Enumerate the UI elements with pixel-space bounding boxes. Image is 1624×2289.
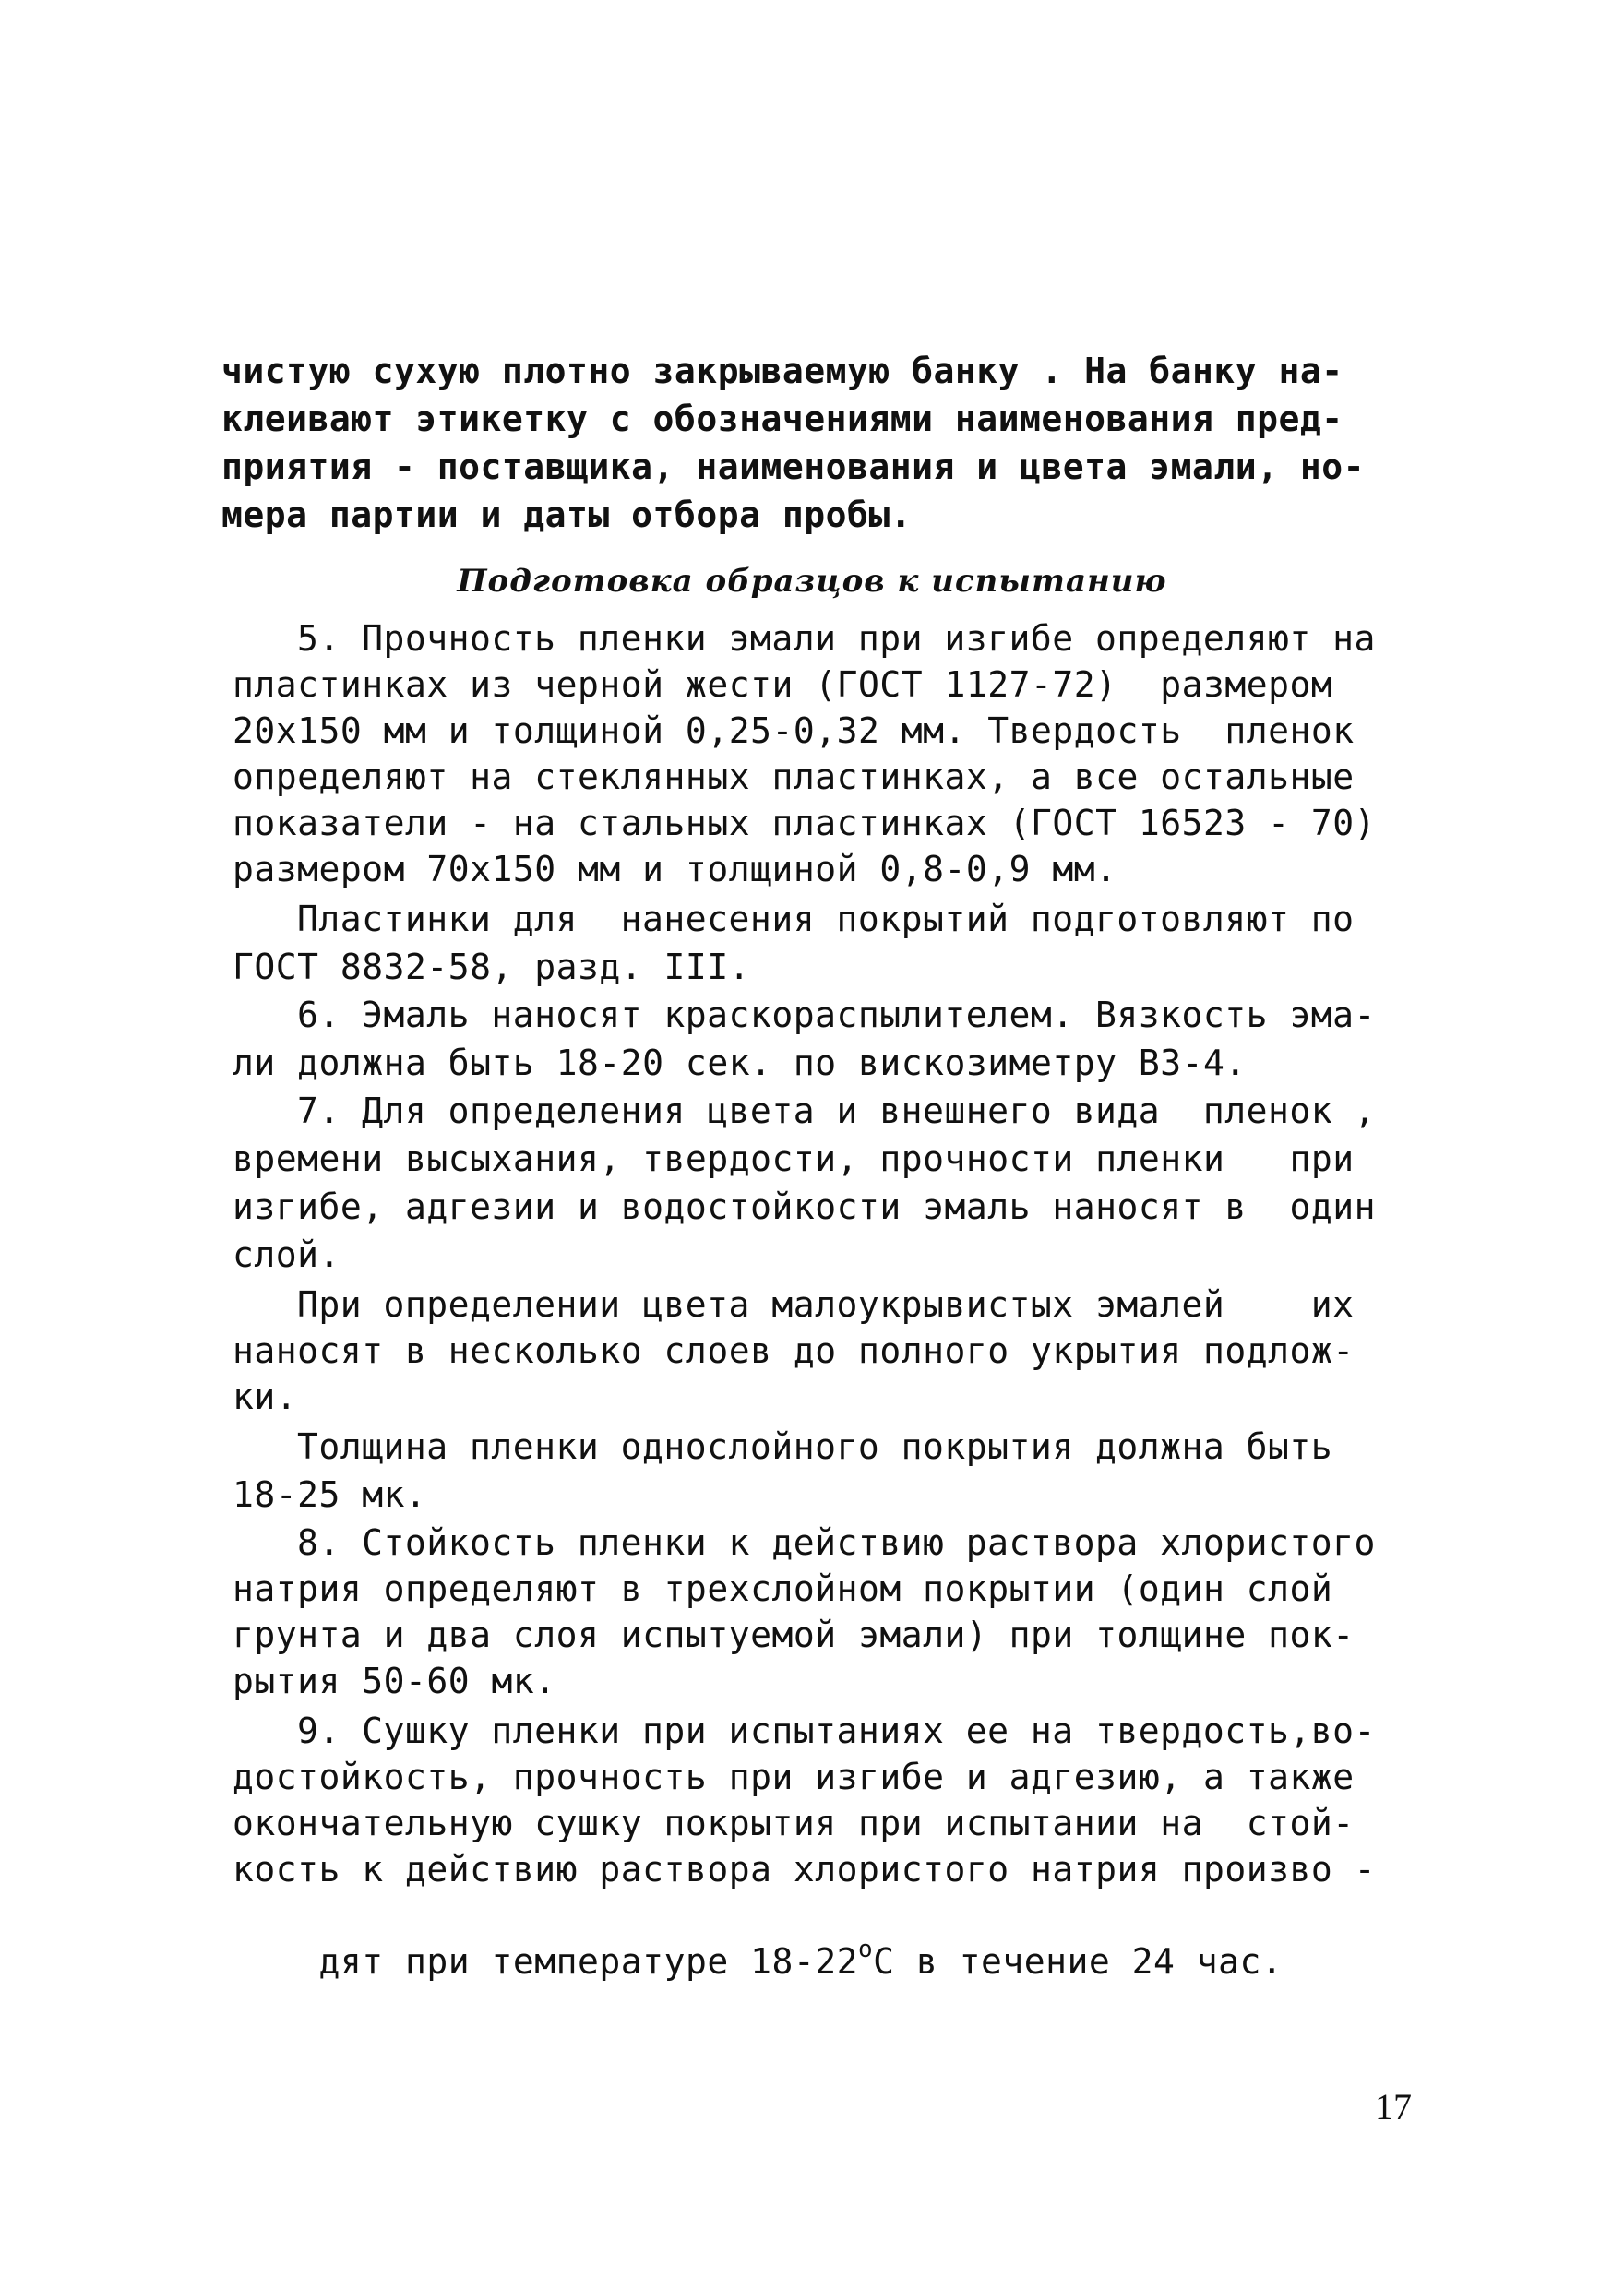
text-line: мера партии и даты отбора пробы. bbox=[221, 495, 913, 535]
text-line: достойкость, прочность при изгибе и адгезию, а также bbox=[233, 1757, 1355, 1797]
text-line: Толщина пленки однослойного покрытия должна быть bbox=[297, 1426, 1333, 1467]
section-heading: Подготовка образцов к испытанию bbox=[457, 563, 1167, 600]
text-line: Пластинки для нанесения покрытий подготовляют по bbox=[297, 899, 1355, 939]
text-line: определяют на стеклянных пластинках, а все остальные bbox=[233, 757, 1355, 797]
text-line: кость к действию раствора хлористого натрия произво - bbox=[233, 1849, 1377, 1890]
text-line: клеивают этикетку с обозначениями наименования пред- bbox=[221, 399, 1343, 439]
text-line: При определении цвета малоукрывистых эмалей их bbox=[297, 1284, 1355, 1325]
text-line: ГОСТ 8832-58, разд. III. bbox=[233, 947, 751, 987]
text-line: пластинках из черной жести (ГОСТ 1127-72) размером bbox=[233, 664, 1333, 705]
text-line: 18-25 мк. bbox=[233, 1474, 427, 1515]
text-line: рытия 50-60 мк. bbox=[233, 1661, 556, 1701]
text-line: 8. Стойкость пленки к действию раствора хлористого bbox=[297, 1522, 1376, 1563]
text-line-temperature bbox=[233, 1895, 1283, 2033]
text-line: слой. bbox=[233, 1234, 340, 1275]
text-line: 5. Прочность пленки эмали при изгибе определяют на bbox=[297, 618, 1376, 659]
temperature-text-start: дят при температуре 18-22 bbox=[318, 1941, 858, 1982]
text-line: ки. bbox=[233, 1377, 298, 1417]
degree-symbol: о bbox=[857, 1936, 874, 1963]
text-line: ли должна быть 18-20 сек. по вискозиметру ВЗ-4. bbox=[233, 1043, 1247, 1083]
text-line: грунта и два слоя испытуемой эмали) при толщине пок- bbox=[233, 1615, 1355, 1655]
text-line: времени высыхания, твердости, прочности пленки при bbox=[233, 1139, 1355, 1179]
text-line: показатели - на стальных пластинках (ГОСТ 16523 - 70) bbox=[233, 803, 1377, 843]
page-number: 17 bbox=[1375, 2086, 1412, 2128]
text-line: 7. Для определения цвета и внешнего вида пленок , bbox=[297, 1091, 1376, 1131]
text-line: 9. Сушку пленки при испытаниях ее на твердость,во- bbox=[297, 1711, 1376, 1751]
text-line: 20x150 мм и толщиной 0,25-0,32 мм. Твердость пленок bbox=[233, 710, 1355, 751]
text-line: 6. Эмаль наносят краскораспылителем. Вязкость эма- bbox=[297, 995, 1376, 1035]
text-line: натрия определяют в трехслойном покрытии (один слой bbox=[233, 1568, 1333, 1609]
text-line: окончательную сушку покрытия при испытании на стой- bbox=[233, 1803, 1355, 1843]
text-line: размером 70x150 мм и толщиной 0,8-0,9 мм. bbox=[233, 849, 1117, 889]
temperature-text-end: С в течение 24 час. bbox=[873, 1941, 1284, 1982]
text-line: чистую сухую плотно закрываемую банку . На банку на- bbox=[221, 351, 1343, 391]
text-line: изгибе, адгезии и водостойкости эмаль наносят в один bbox=[233, 1186, 1377, 1227]
text-line: приятия - поставщика, наименования и цвета эмали, но- bbox=[221, 447, 1366, 487]
text-line: наносят в несколько слоев до полного укрытия подлож- bbox=[233, 1330, 1355, 1371]
